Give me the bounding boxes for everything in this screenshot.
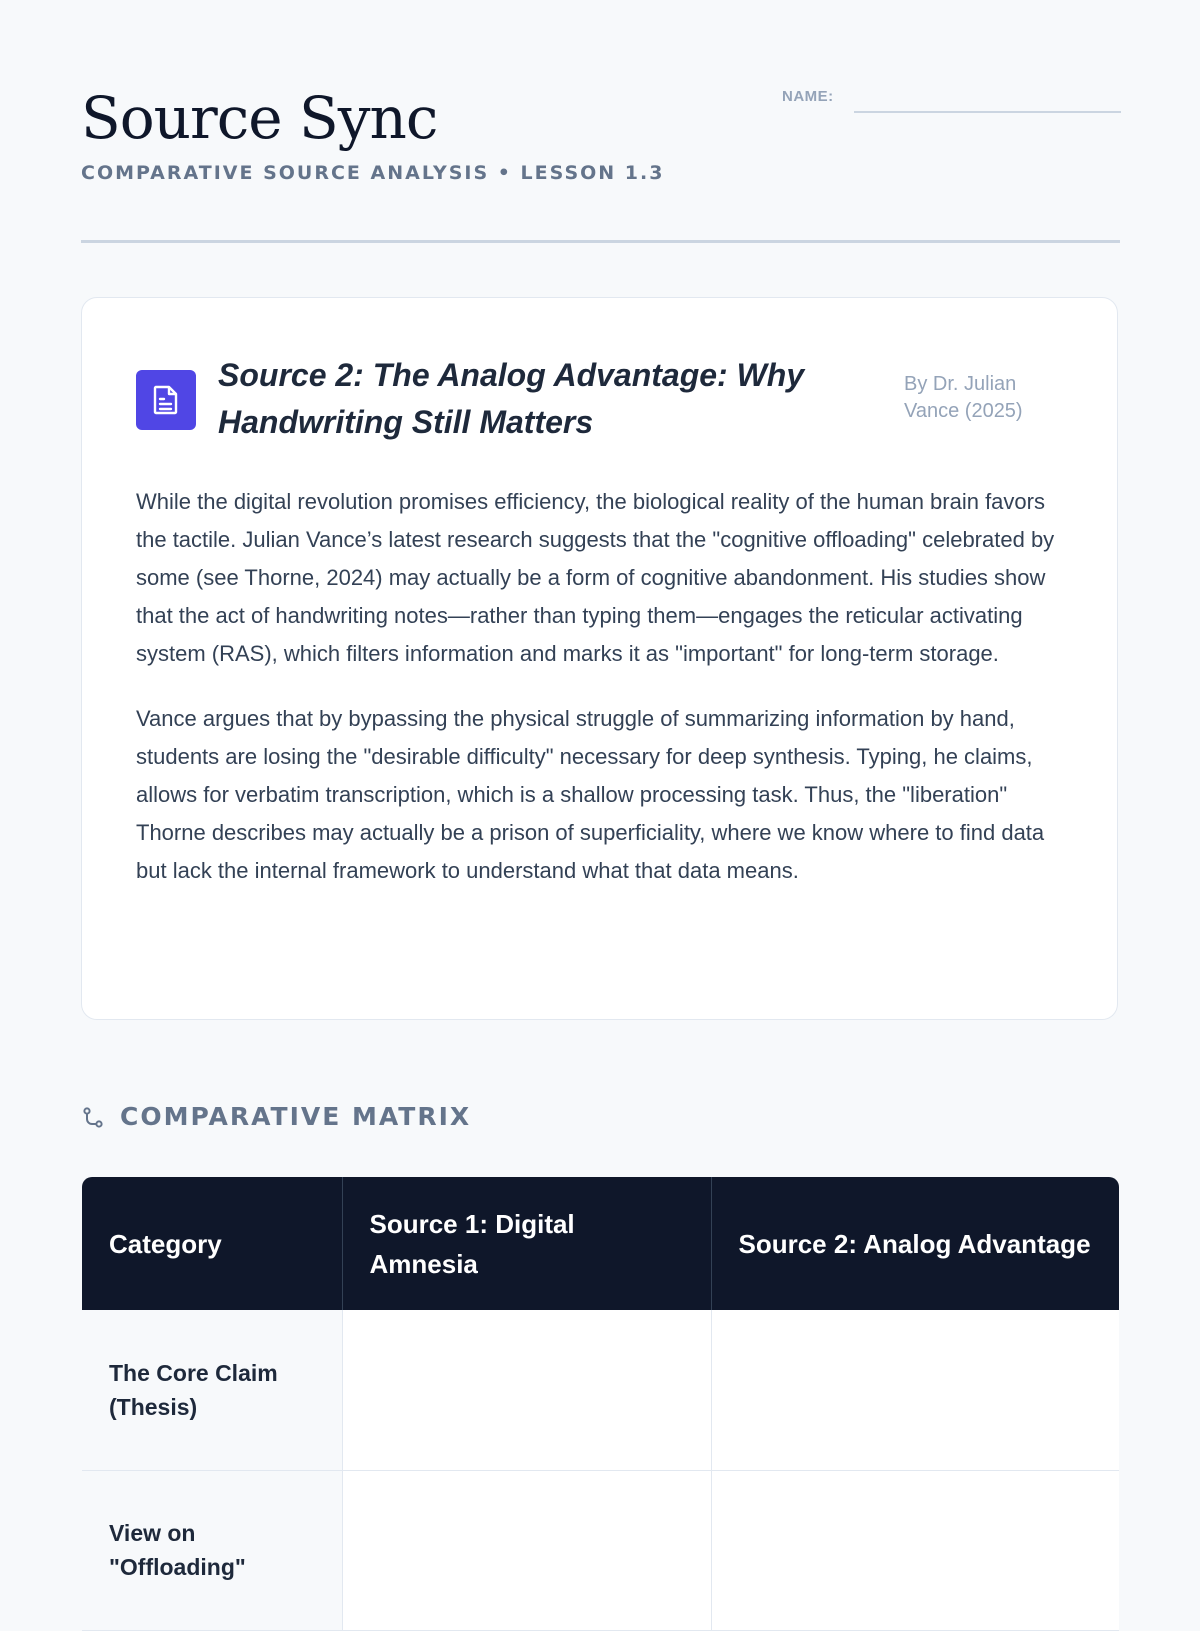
branch-icon [81, 1106, 105, 1130]
source-card [81, 297, 1118, 1020]
answer-cell[interactable] [342, 1310, 711, 1470]
row-category: The Core Claim (Thesis) [82, 1310, 342, 1470]
answer-cell[interactable] [711, 1470, 1119, 1630]
document-icon [136, 370, 196, 430]
table-row [82, 1470, 1119, 1630]
column-header-source-1: Source 1: Digital Amnesia [342, 1177, 711, 1310]
column-header-source-2: Source 2: Analog Advantage [711, 1177, 1119, 1310]
answer-cell[interactable] [342, 1470, 711, 1630]
name-field[interactable] [854, 111, 1121, 113]
name-label: NAME: [782, 88, 834, 105]
worksheet-header [81, 78, 1120, 243]
page-title: Source Sync [81, 84, 438, 152]
source-title: Source 2: The Analog Advantage: Why Handwriting Still Matters [218, 357, 805, 440]
source-paragraph: While the digital revolution promises efficiency, the biological reality of the human brain favors the tactile. Julian Vance’s latest research suggests that the "cognitive offloading" celebrated by some (see Thorne, 2024) may actually be a form of cognitive abandonment. His studies show that the act of handwriting notes—rather than typing them—engages the reticular activating system (RAS), which filters information and marks it as "important" for long-term storage. [136, 489, 1055, 666]
source-body [136, 483, 1066, 917]
answer-cell[interactable] [711, 1310, 1119, 1470]
table-row [82, 1310, 1119, 1470]
header-divider [81, 240, 1120, 243]
matrix-heading-label: COMPARATIVE MATRIX [120, 1102, 472, 1131]
source-paragraph: Vance argues that by bypassing the physical struggle of summarizing information by hand, students are losing the "desirable difficulty" necessary for deep synthesis. Typing, he claims, allows for verbatim transcription, which is a shallow processing task. Thus, the "liberation" Thorne describes may actually be a prison of superficiality, where we know where to find data but lack the internal framework to understand what that data means. [136, 706, 1045, 883]
row-category: View on "Offloading" [82, 1470, 342, 1630]
source-byline: By Dr. Julian Vance (2025) [904, 373, 1023, 422]
column-header-category: Category [82, 1177, 342, 1310]
lesson-subtitle: COMPARATIVE SOURCE ANALYSIS • LESSON 1.3 [81, 162, 665, 184]
comparative-matrix [82, 1177, 1119, 1631]
matrix-header-row [82, 1177, 1119, 1310]
